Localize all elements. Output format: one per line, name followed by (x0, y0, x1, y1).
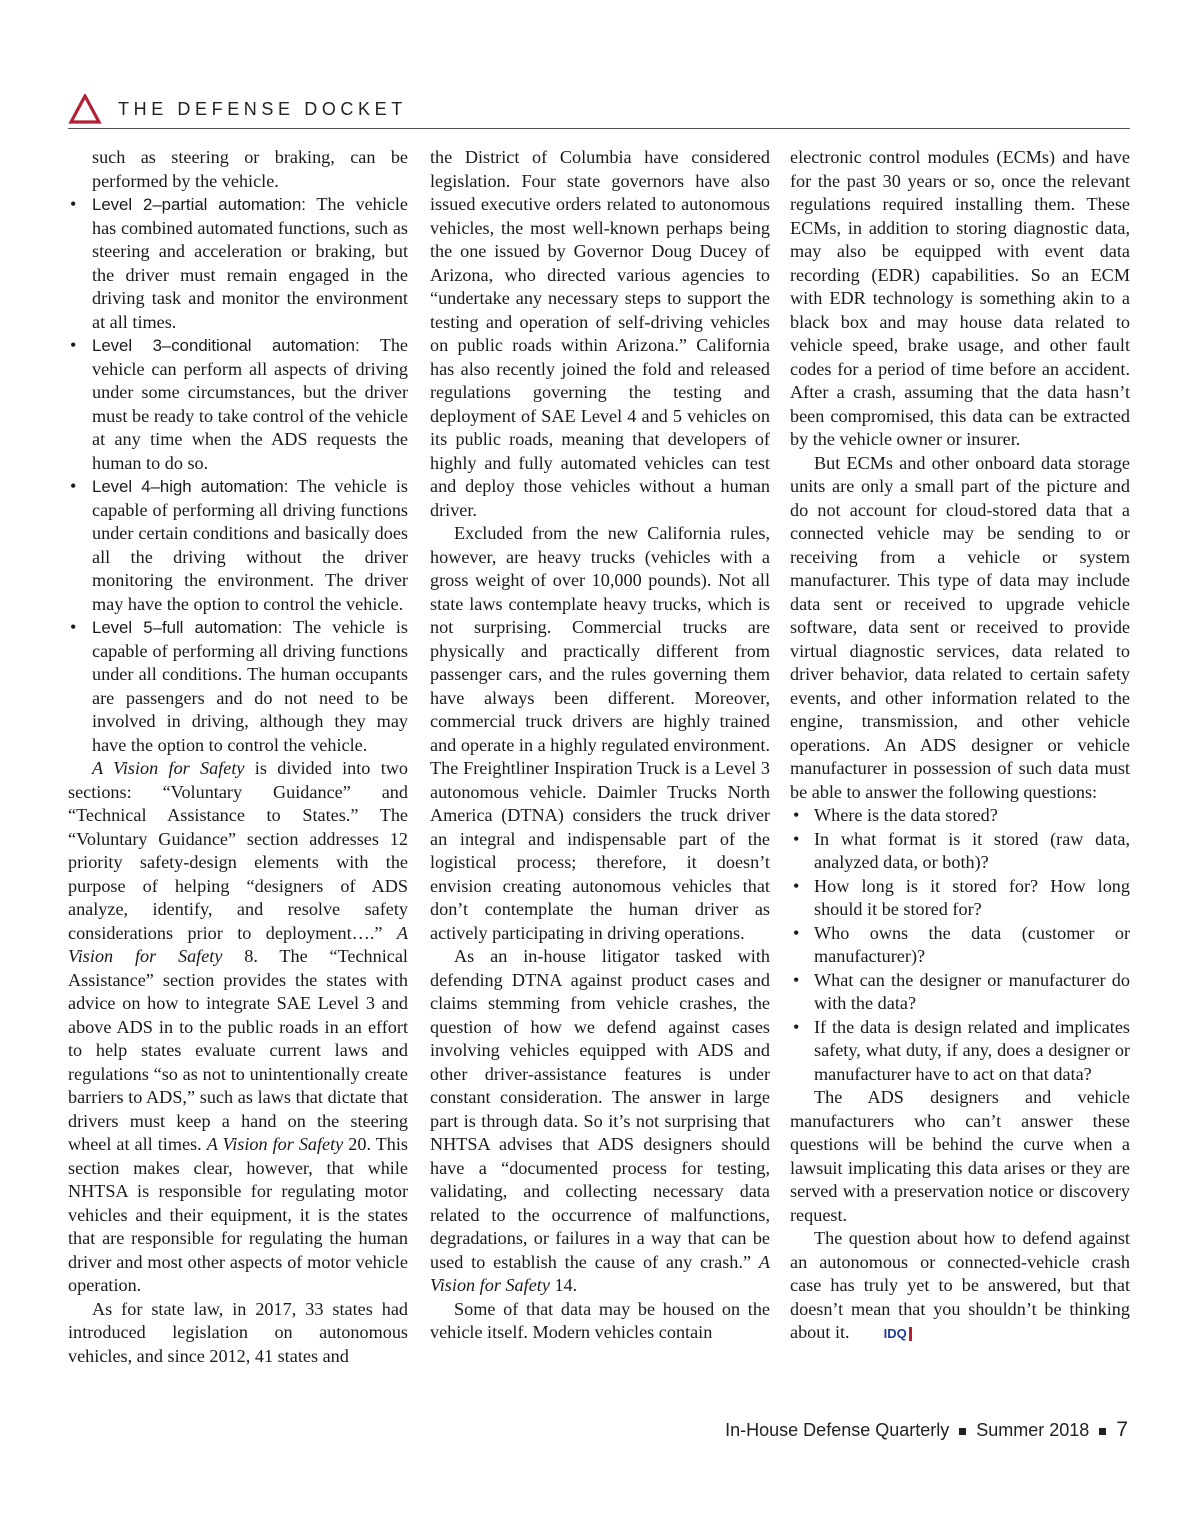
publication-title: A Vision for Safety (92, 758, 245, 778)
list-item (68, 193, 408, 334)
publication-name: In-House Defense Quarterly (725, 1420, 950, 1440)
column-3 (790, 146, 1130, 1345)
section-title: THE DEFENSE DOCKET (118, 99, 407, 119)
publication-title: A Vision for Safety (206, 1134, 344, 1154)
level-text: The vehicle is capable of performing all driving functions under all conditions. The human occupants are passengers and do not need to be involved in driving, although they may have the option to control the vehicle. (92, 617, 408, 755)
paragraph: Some of that data may be housed on the vehicle itself. Modern vehicles contain (430, 1298, 770, 1342)
text-run: 8. The “Technical Assistance” section provides the states with advice on how to integrate SAE Level 3 and above ADS in to the public roads in an effort to help states evaluate current laws and regulations “so as not to unintentionally create barriers to ADS,” such as laws that dictate that drivers must keep a hand on the steering wheel at all times. (68, 946, 408, 1154)
paragraph: the District of Columbia have considered legislation. Four state governors have also issued executive orders related to autonomous vehicles, the most well-known perhaps being the one issued by Governor Doug Ducey of Arizona, who directed various agencies to “undertake any necessary steps to support the testing and operation of self-driving vehicles on public roads within Arizona.” California has also recently joined the fold and released regulations governing the testing and deployment of SAE Level 4 and 5 vehicles on its public roads, meaning that developers of highly and fully automated vehicles can test and deploy those vehicles without a human driver. (430, 147, 770, 520)
page-number: 7 (1116, 1418, 1128, 1441)
paragraph (430, 945, 770, 1298)
list-item: • Where is the data stored? (790, 804, 1130, 828)
publication-title: A Vision for Safety (68, 922, 408, 966)
text-run: As an in-house litigator tasked with defending DTNA against product cases and claims stemming from vehicle crashes, the question of how we defend against cases involving vehicles equipped with ADS and other driver-assistance features is under constant consideration. The answer in large part is through data. So it’s not surprising that NHTSA advises that ADS designers should have a “documented process for testing, validating, and collecting necessary data related to the occurrence of malfunctions, degradations, or failures in a way that can be used to establish the cause of any crash.” (430, 946, 770, 1272)
list-item: • What can the designer or manufacturer do with the data? (790, 969, 1130, 1016)
paragraph (790, 1227, 1130, 1345)
paragraph (68, 757, 408, 1298)
page-header (68, 98, 1130, 129)
questions-list (790, 804, 1130, 1086)
text-run: 20. This section makes clear, however, that while NHTSA is responsible for regulating motor vehicles and their equipment, it is the states that are responsible for regulating the human driver and most other aspects of motor vehicle operation. (68, 1134, 409, 1295)
column-2 (430, 146, 770, 1345)
list-item (68, 334, 408, 475)
list-item: • How long is it stored for? How long should it be stored for? (790, 875, 1130, 922)
level-text: The vehicle can perform all aspects of driving under some circumstances, but the driver must be ready to take control of the vehicle at any time when the ADS requests the human to do so. (92, 335, 408, 473)
publication-title: A Vision for Safety (430, 1251, 770, 1295)
list-item: • In what format is it stored (raw data, analyzed data, or both)? (790, 828, 1130, 875)
list-item (68, 616, 408, 757)
level-label: Level 5–full automation: (92, 618, 283, 637)
text-run: 14. (549, 1275, 578, 1295)
paragraph: The ADS designers and vehicle manufacturers who can’t answer these questions will be behind the curve when a lawsuit implicating this data arises or they are served with a preservation notice or discovery request. (790, 1087, 1130, 1225)
separator-icon (959, 1428, 966, 1435)
level-text: The vehicle is capable of performing all driving functions under certain conditions and basically does all the driving without the driver monitoring the environment. The driver may have the option to control the vehicle. (92, 476, 408, 614)
level-label: Level 2–partial automation: (92, 195, 306, 214)
column-1 (68, 146, 408, 1368)
level-label: Level 4–high automation: (92, 477, 289, 496)
triangle-logo-icon (68, 94, 102, 124)
end-mark-icon: IDQ (858, 1327, 912, 1341)
text-run: The question about how to defend against an autonomous or connected-vehicle crash case has truly yet to be answered, but that doesn’t mean that you shouldn’t be thinking about it. (790, 1228, 1130, 1342)
level-label: Level 3–conditional automation: (92, 336, 360, 355)
page-footer (725, 1418, 1128, 1442)
issue-date: Summer 2018 (976, 1420, 1090, 1440)
separator-icon (1099, 1428, 1106, 1435)
list-item (68, 475, 408, 616)
list-item: • If the data is design related and implicates safety, what duty, if any, does a designer or manufacturer have to act on that data? (790, 1016, 1130, 1087)
paragraph: But ECMs and other onboard data storage units are only a small part of the picture and do not account for cloud-stored data that a connected vehicle may be sending to or receiving from a vehicle or system manufacturer. This type of data may include data sent or received to upgrade vehicle software, data sent or received to provide virtual diagnostic services, data related to driver behavior, data related to certain safety events, and other information related to the engine, transmission, and other vehicle operations. An ADS designer or vehicle manufacturer in possession of such data must be able to answer the following questions: (790, 452, 1130, 802)
paragraph: Excluded from the new California rules, however, are heavy trucks (vehicles with a gross weight of over 10,000 pounds). Not all state laws contemplate heavy trucks, which is not surprising. Commercial trucks are physically and practically different from passenger cars, and the rules governing them have always been different. Moreover, commercial truck drivers are highly trained and operate in a highly regulated environment. The Freightliner Inspiration Truck is a Level 3 autonomous vehicle. Daimler Trucks North America (DTNA) considers the truck driver an integral and indispensable part of the logistical process; therefore, it doesn’t envision creating autonomous vehicles that don’t contemplate the human driver as actively participating in driving operations. (430, 523, 770, 943)
automation-levels-list (68, 193, 408, 757)
list-item: • Who owns the data (customer or manufacturer)? (790, 922, 1130, 969)
paragraph: electronic control modules (ECMs) and have for the past 30 years or so, once the relevant regulations required installing them. These ECMs, in addition to storing diagnostic data, may also be equipped with event data recording (EDR) capabilities. So an ECM with EDR technology is something akin to a black box and may house data related to vehicle speed, brake usage, and other fault codes for a period of time before an accident. After a crash, assuming that the data hasn’t been compromised, this data can be extracted by the vehicle owner or insurer. (790, 147, 1130, 449)
paragraph: such as steering or braking, can be performed by the vehicle. (92, 147, 408, 191)
text-run: is divided into two sections: “Voluntary Guidance” and “Technical Assistance to States.” The “Voluntary Guidance” section addresses 12 priority safety-design elements with the purpose of helping “designers of ADS analyze, identify, and resolve safety considerations prior to deployment….” (68, 758, 408, 943)
paragraph: As for state law, in 2017, 33 states had introduced legislation on autonomous vehicles, and since 2012, 41 states and (68, 1298, 408, 1366)
level-text: The vehicle has combined automated functions, such as steering and acceleration or braking, but the driver must remain engaged in the driving task and monitor the environment at all times. (92, 194, 408, 332)
